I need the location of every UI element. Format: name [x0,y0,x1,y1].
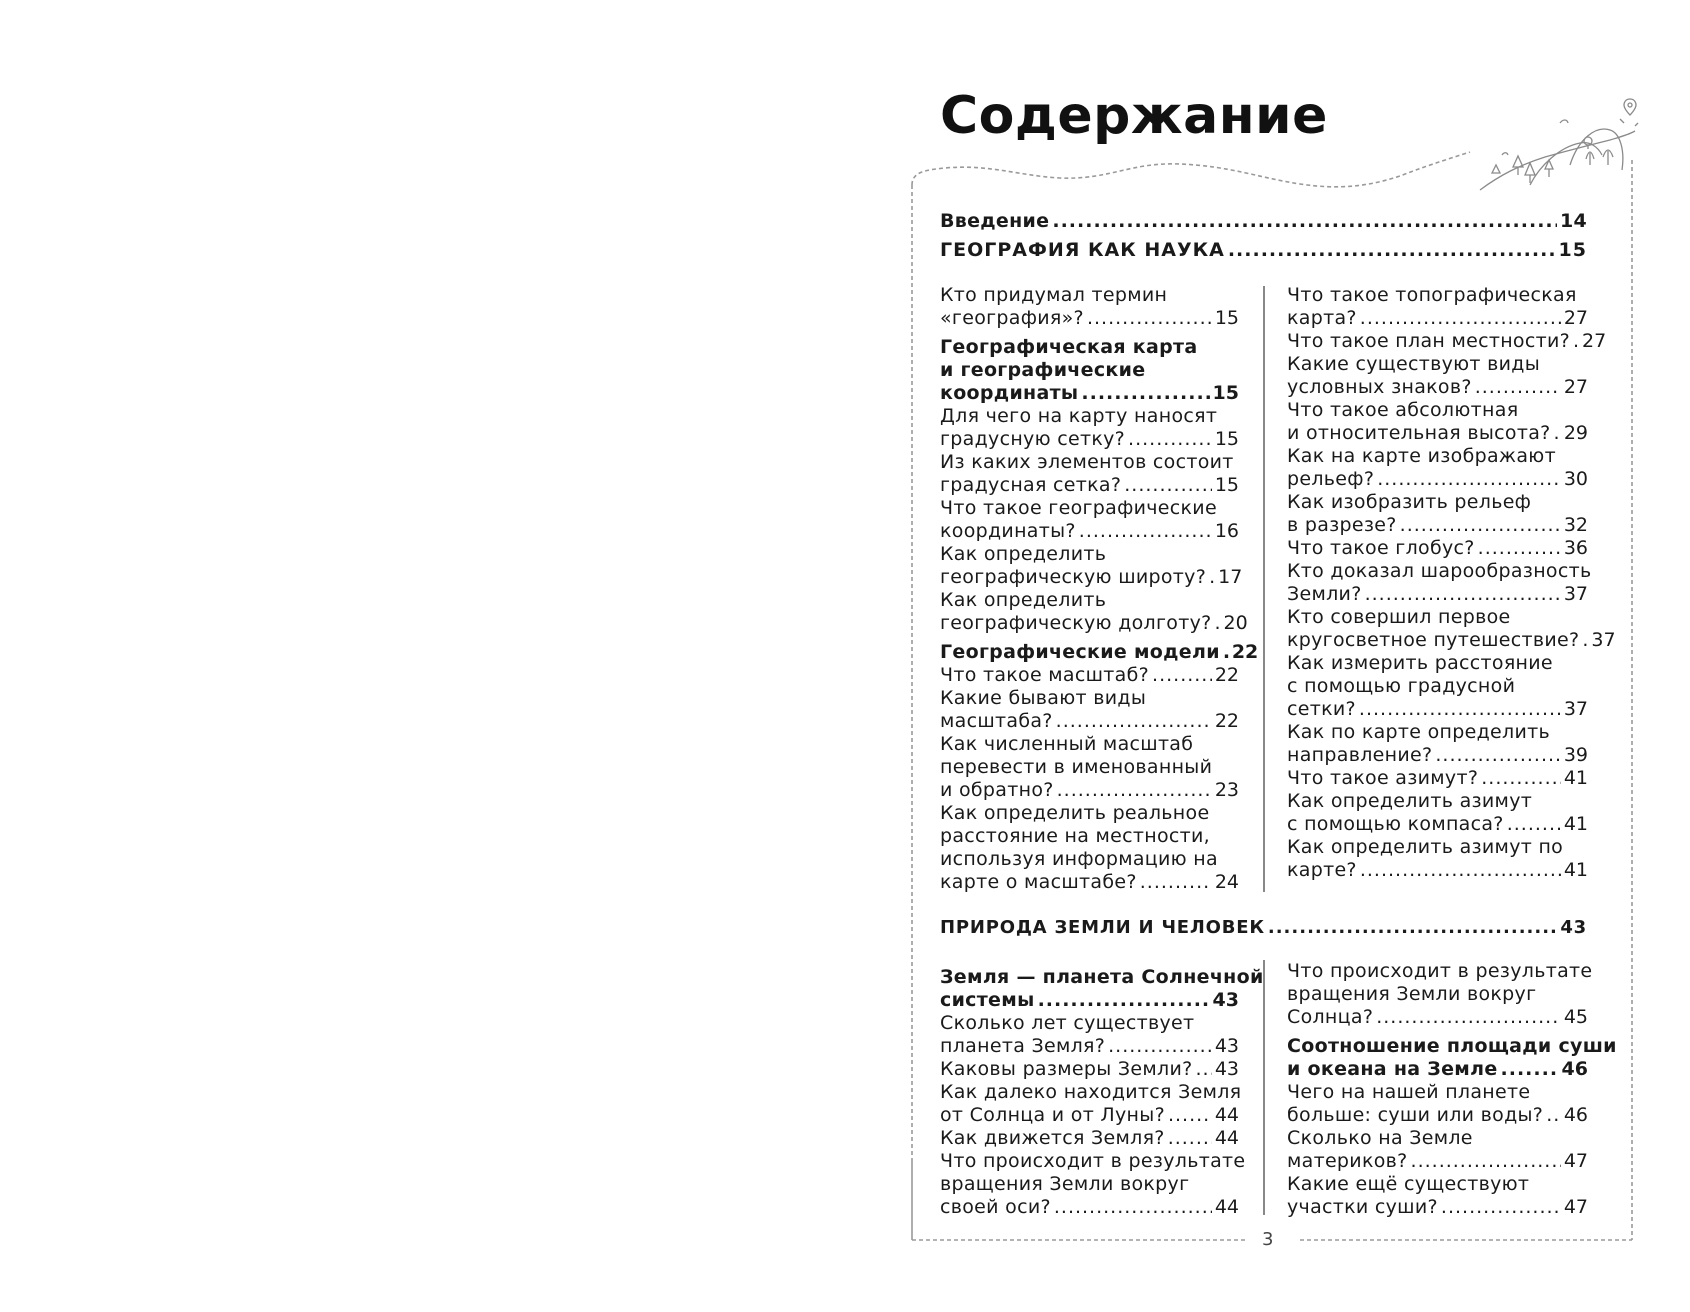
toc-entry-page: 20 [1223,612,1248,634]
toc-entry-label: масштаба? [940,710,1053,732]
toc-leader-dots [1168,1104,1212,1127]
toc-entry-row [1287,767,1588,790]
toc-entry-page: 27 [1582,330,1607,352]
toc-entry-row [940,520,1239,543]
toc-entry-page: 15 [1214,428,1239,450]
toc-entry-page: 45 [1563,1006,1588,1028]
toc-entry-page: 17 [1218,566,1243,588]
toc-entry-label: планета Земля? [940,1035,1106,1057]
toc-entry-nature-and-man[interactable] [940,916,1587,939]
toc-leader-dots [1056,710,1212,733]
toc-entry-line: вращения Земли вокруг [940,1173,1190,1195]
page-title: Содержание [940,86,1328,146]
toc-entry-row [1287,813,1588,836]
toc-entry[interactable] [1287,445,1588,491]
toc-leader-dots [1441,1196,1561,1219]
toc-entry-row [940,989,1239,1012]
toc-entry[interactable] [1287,560,1592,606]
toc-entry-line: Как далеко находится Земля [940,1081,1242,1103]
toc-entry-label: градусная сетка? [940,474,1122,496]
toc-entry[interactable] [940,1081,1242,1127]
toc-leader-dots [1209,566,1215,589]
toc-entry-row [940,779,1239,802]
toc-entry-line: Как на карте изображают [1287,445,1556,467]
toc-entry-row [1287,583,1588,606]
toc-entry-label: больше: суши или воды? [1287,1104,1544,1126]
toc-entry-label: сетки? [1287,698,1356,720]
top-entries [940,210,1587,262]
toc-entry-label: Что такое азимут? [1287,767,1479,789]
toc-leader-dots [1377,468,1561,491]
toc-column-part1-left [940,284,1259,894]
toc-entry-label: направление? [1287,744,1433,766]
toc-entry-line: Чего на нашей планете [1287,1081,1531,1103]
toc-entry-line: Что происходит в результате [1287,960,1593,982]
toc-entry-label: с помощью компаса? [1287,813,1504,835]
toc-entry[interactable] [1287,491,1588,537]
toc-entry-page: 37 [1563,698,1588,720]
toc-leader-dots [1360,307,1561,330]
toc-entry-row [1287,514,1588,537]
toc-entry-label: географическую долготу? [940,612,1212,634]
toc-entry-row [940,710,1239,733]
toc-entry[interactable] [1287,284,1588,330]
toc-entry-label: координаты? [940,520,1076,542]
toc-entry[interactable] [940,687,1239,733]
toc-entry-line: Что такое абсолютная [1287,399,1519,421]
toc-entry-row [940,307,1239,330]
toc-entry-page: 43 [1212,989,1239,1011]
toc-entry-row [1287,1058,1588,1081]
toc-entry-page: 30 [1563,468,1588,490]
toc-entry-page: 22 [1231,641,1259,663]
toc-entry[interactable] [940,1058,1239,1081]
toc-entry-line: Для чего на карту наносят [940,405,1218,427]
toc-leader-dots [1052,210,1557,233]
toc-leader-dots [1507,813,1561,836]
toc-entry-line: Что такое топографическая [1287,284,1577,306]
toc-entry-page: 23 [1214,779,1239,801]
toc-entry-page: 44 [1214,1104,1239,1126]
toc-entry-introduction[interactable] [940,210,1587,233]
toc-entry[interactable] [940,1012,1239,1058]
toc-column-part2-right [1287,960,1617,1219]
toc-entry[interactable] [940,1127,1239,1150]
toc-entry-label: градусную сетку? [940,428,1126,450]
toc-entry[interactable] [940,405,1239,451]
toc-entry-line: Что происходит в результате [940,1150,1246,1172]
toc-leader-dots [1573,330,1579,353]
toc-entry-row [940,871,1239,894]
toc-entry-label: Солнца? [1287,1006,1374,1028]
toc-entry-page: 24 [1214,871,1239,893]
toc-entry[interactable] [1287,721,1588,767]
toc-entry-row [1287,376,1588,399]
toc-entry[interactable] [940,497,1239,543]
toc-entry-line: Сколько на Земле [1287,1127,1473,1149]
toc-entry-label: своей оси? [940,1196,1051,1218]
toc-entry-label: Как движется Земля? [940,1127,1165,1149]
toc-entry[interactable] [1287,836,1588,882]
toc-leader-dots [1268,916,1557,939]
toc-entry[interactable] [1287,960,1593,1029]
toc-entry[interactable] [1287,767,1588,790]
toc-entry-line: Как изобразить рельеф [1287,491,1532,513]
toc-leader-dots [1360,859,1561,882]
toc-entry-page: 39 [1563,744,1588,766]
toc-section[interactable] [940,966,1264,1012]
toc-entry[interactable] [1287,399,1588,445]
toc-entry-row [1287,1006,1588,1029]
wavy-top-border [912,152,1470,187]
toc-entry-label: Каковы размеры Земли? [940,1058,1193,1080]
toc-entry-row [940,1196,1239,1219]
toc-entry-row [940,474,1239,497]
toc-entry-label: кругосветное путешествие? [1287,629,1580,651]
toc-entry-page: 43 [1214,1058,1239,1080]
toc-leader-dots [1501,1058,1559,1081]
toc-entry[interactable] [940,589,1248,635]
toc-leader-dots [1554,422,1561,445]
toc-entry-row [940,1104,1239,1127]
toc-entry[interactable] [940,1150,1246,1219]
toc-entry-line: Кто придумал термин [940,284,1168,306]
toc-entry-label: «география»? [940,307,1084,329]
toc-leader-dots [1359,698,1561,721]
toc-entry-page: 27 [1563,307,1588,329]
toc-leader-dots [1140,871,1212,894]
toc-entry-page: 41 [1563,859,1588,881]
toc-entry-line: Какие ещё существуют [1287,1173,1530,1195]
toc-entry-page: 27 [1563,376,1588,398]
toc-leader-dots [1228,239,1556,262]
toc-entry-row [940,566,1243,589]
toc-leader-dots [1057,779,1212,802]
toc-entry-row [1287,1150,1588,1173]
toc-entry-page: 44 [1214,1196,1239,1218]
toc-entry-page: 15 [1214,474,1239,496]
toc-entry-row [1287,1196,1588,1219]
toc-entry-page: 37 [1591,629,1616,651]
toc-entry-page: 15 [1558,239,1587,261]
toc-entry-line: с помощью градусной [1287,675,1516,697]
toc-entry-row [1287,698,1588,721]
toc-entry[interactable] [1287,606,1616,652]
toc-entry-page: 41 [1563,813,1588,835]
toc-column-part1-right [1287,284,1616,882]
landscape-doodle-icon [1470,95,1650,205]
toc-entry-line: Как численный масштаб [940,733,1194,755]
toc-entry-line: Земля — планета Солнечной [940,966,1264,988]
toc-entry-line: Из каких элементов состоит [940,451,1234,473]
toc-entry-row [1287,1104,1588,1127]
toc-entry-line: Как определить [940,589,1107,611]
toc-entry-row [940,428,1239,451]
toc-leader-dots [1400,514,1561,537]
toc-entry[interactable] [940,543,1243,589]
toc-entry-geography-as-science[interactable] [940,239,1587,262]
toc-entry-label: системы [940,989,1035,1011]
toc-leader-dots [1081,382,1209,405]
toc-leader-dots [1087,307,1212,330]
toc-entry-line: Географическая карта [940,336,1198,358]
toc-leader-dots [1481,767,1561,790]
toc-entry-line: Как определить азимут по [1287,836,1564,858]
toc-entry-page: 46 [1563,1104,1588,1126]
toc-entry-line: Сколько лет существует [940,1012,1195,1034]
toc-entry-label: Что такое масштаб? [940,664,1150,686]
toc-entry-line: Соотношение площади суши [1287,1035,1617,1057]
toc-entry-label: условных знаков? [1287,376,1472,398]
toc-leader-dots [1152,664,1212,687]
toc-entry-row [940,1035,1239,1058]
toc-entry-label: карта? [1287,307,1357,329]
toc-entry-row [940,641,1259,664]
toc-entry-page: 46 [1561,1058,1588,1080]
toc-entry-line: Какие существуют виды [1287,353,1541,375]
toc-section[interactable] [940,641,1259,664]
toc-entry-label: и обратно? [940,779,1054,801]
toc-entry-label: участки суши? [1287,1196,1438,1218]
toc-entry-row [1287,307,1588,330]
toc-entry-row [1287,422,1588,445]
toc-entry-line: Как определить азимут [1287,790,1533,812]
toc-entry-line: Кто доказал шарообразность [1287,560,1592,582]
toc-entry[interactable] [940,802,1239,894]
toc-entry-row [940,382,1239,405]
toc-entry-label: географическую широту? [940,566,1207,588]
toc-entry-line: Как определить [940,543,1107,565]
toc-entry-page: 15 [1214,307,1239,329]
toc-entry-page: 44 [1214,1127,1239,1149]
toc-entry-line: и географические [940,359,1146,381]
toc-entry-line: Как по карте определить [1287,721,1550,743]
toc-entry[interactable] [1287,790,1588,836]
toc-leader-dots [1411,1150,1561,1173]
toc-entry[interactable] [1287,330,1607,353]
toc-leader-dots [1365,583,1561,606]
toc-entry-row [940,664,1239,687]
toc-entry[interactable] [1287,537,1588,560]
page-number: 3 [1262,1229,1274,1250]
toc-entry-label: рельеф? [1287,468,1375,490]
toc-entry-page: 41 [1563,767,1588,789]
toc-leader-dots [1376,1006,1561,1029]
toc-entry-line: перевести в именованный [940,756,1213,778]
toc-entry[interactable] [1287,1127,1588,1173]
toc-entry-label: материков? [1287,1150,1408,1172]
toc-entry-label: Географические модели [940,641,1220,663]
toc-entry-row [940,612,1248,635]
toc-entry-line: используя информацию на [940,848,1218,870]
toc-entry-label: Введение [940,210,1050,232]
toc-leader-dots [1435,744,1560,767]
toc-entry[interactable] [1287,1081,1588,1127]
toc-entry-page: 37 [1563,583,1588,605]
toc-entry-page: 29 [1563,422,1588,444]
toc-leader-dots [1108,1035,1212,1058]
toc-entry-page: 14 [1559,210,1587,232]
toc-entry-label: в разрезе? [1287,514,1397,536]
toc-entry-row [1287,468,1588,491]
toc-entry-row [1287,859,1588,882]
toc-entry[interactable] [940,284,1239,330]
toc-entry[interactable] [940,664,1239,687]
toc-entry-label: ГЕОГРАФИЯ КАК НАУКА [940,239,1225,261]
toc-leader-dots [1475,376,1561,399]
toc-entry-label: и относительная высота? [1287,422,1551,444]
toc-entry-row [940,1058,1239,1081]
toc-entry[interactable] [1287,652,1588,721]
toc-entry[interactable] [1287,1173,1588,1219]
toc-entry-page: 16 [1214,520,1239,542]
toc-leader-dots [1079,520,1212,543]
toc-entry-row [1287,744,1588,767]
toc-entry-line: расстояние на местности, [940,825,1211,847]
toc-entry-page: 47 [1563,1196,1588,1218]
toc-leader-dots [1124,474,1212,497]
toc-entry-page: 36 [1563,537,1588,559]
toc-entry-label: и океана на Земле [1287,1058,1498,1080]
toc-entry-label: Что такое глобус? [1287,537,1475,559]
toc-entry-page: 43 [1214,1035,1239,1057]
toc-entry-line: Как измерить расстояние [1287,652,1553,674]
toc-entry-page: 43 [1560,917,1587,938]
toc-leader-dots [1168,1127,1212,1150]
toc-entry-label: ПРИРОДА ЗЕМЛИ И ЧЕЛОВЕК [940,917,1265,938]
toc-section[interactable] [940,336,1239,405]
toc-entry-row [1287,537,1588,560]
toc-entry-row [940,1127,1239,1150]
toc-section[interactable] [1287,1035,1617,1081]
toc-leader-dots [1215,612,1221,635]
toc-entry-line: Что такое географические [940,497,1217,519]
toc-entry-page: 22 [1214,664,1239,686]
toc-entry-row [1287,330,1607,353]
toc-entry-label: Что такое план местности? [1287,330,1570,352]
toc-column-part2-left [940,960,1264,1219]
toc-entry-label: от Солнца и от Луны? [940,1104,1165,1126]
toc-entry-label: Земли? [1287,583,1362,605]
toc-leader-dots [1223,641,1229,664]
toc-leader-dots [1195,1058,1211,1081]
toc-entry-page: 22 [1214,710,1239,732]
toc-entry-page: 47 [1563,1150,1588,1172]
toc-entry-label: карте о масштабе? [940,871,1137,893]
toc-leader-dots [1054,1196,1212,1219]
toc-entry-page: 15 [1212,382,1239,404]
toc-entry-line: Какие бывают виды [940,687,1147,709]
toc-entry[interactable] [1287,353,1588,399]
toc-entry-line: Кто совершил первое [1287,606,1511,628]
toc-entry-row [1287,629,1616,652]
toc-entry[interactable] [940,451,1239,497]
toc-leader-dots [1546,1104,1561,1127]
toc-entry-label: координаты [940,382,1079,404]
toc-entry[interactable] [940,733,1239,802]
toc-leader-dots [1038,989,1210,1012]
toc-leader-dots [1582,629,1588,652]
toc-leader-dots [1128,428,1212,451]
toc-entry-page: 32 [1563,514,1588,536]
toc-leader-dots [1478,537,1561,560]
toc-entry-line: Как определить реальное [940,802,1210,824]
toc-entry-label: карте? [1287,859,1357,881]
toc-entry-line: вращения Земли вокруг [1287,983,1537,1005]
